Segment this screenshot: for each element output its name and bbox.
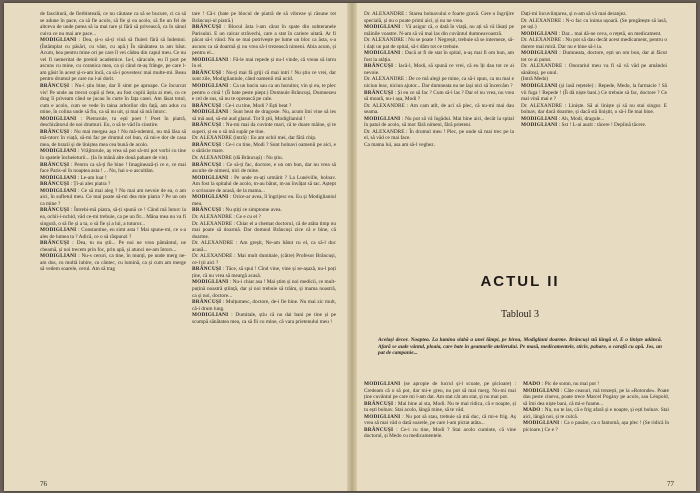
dialogue-paragraph: MODIGLIANI : Constantine, eu simt asta ! Mai spune-mi, ce s-a ales de lumea ta ? Adică, ce o să răspunzi ? [40,227,186,240]
dialogue-paragraph: Dr. ALEXANDRE : De ce mă alegi pe mine, ca să-i spun, ca nu mai e niciun leac, niciun ajutor... Dar dumneata nu ne lași nici să încercăm ? [364,76,514,90]
dialogue-paragraph: Dr. ALEXANDRE : Ce e cu el ? [192,213,261,220]
dialogue-paragraph: MODIGLIANI : Dacă ar fi de stat în spital, n-aș mai fi om bun, am fost la atâția. [364,50,514,63]
right-page-column-1 [364,11,514,148]
left-page [40,11,336,489]
dialogue-paragraph: MODIGLIANI : Sunt beat de dragoste. Nu, acum îmi vine să ies să mă aud, să-mi aud glasul. Tot îl știi, Modiglianiul ! [192,109,336,122]
dialogue-paragraph: MODIGLIANI : Ah, Modi, dragule... [521,115,605,122]
dialogue-paragraph: MODIGLIANI (se apropie de lucrul și-l scoate, pe picioare) : Credeam că o să pot, dar mi-e greu, nu pot să mai merg. Nu-mi mai ține cuvântul pe care mi l-am dat. Am stat cât am stat, și nu mai pot. [364,381,516,401]
right-page-bottom-column-1 [364,381,516,440]
dialogue-paragraph: MODIGLIANI : Nu-s ceruri, ca tine, în munți, pe unde merg ne-am dus, cu multă iubire, cu cântec, cu lumină, ca și cum am merge să vedem soarele, cerul. Am să trag [40,253,186,273]
dialogue-paragraph: MODIGLIANI : Pietrarule, tu ești poet ! Poet în piatră, deschizătorul de noi drumuri. Eu, o să te văd în cinstire. [40,115,186,129]
dialogue-paragraph: MODIGLIANI : Dumitale, știu că nu dai bani pe tine și pe scumpă sănătatea mea, ca să fii cu mine, că vara prietenului meu ! [192,312,336,325]
dialogue-paragraph: BRÂNCUȘI : Ce-i cu tine, Modi ? Ești beat ? [192,102,292,109]
dialogue-paragraph: MODIGLIANI : Nu pot să vă îngădui. Mai bine aici, decât la spital în patul de acolo, să mor fără nimeni, fără prieteni. [364,115,514,129]
dialogue-paragraph: BRÂNCUȘI : Blocul ăsta l-am cărat în spate din subteranele Parisului. E un calcar străvechi, care a stat în cariere uitată. Ar fi păcat să-l vând. Nu se mai potrivește pe lume un bloc ca ăsta, s-a ascuns ca să doarmă și nu vrea să-l trezească nimeni. Abia acum, și pentru el... [192,24,336,57]
dialogue-paragraph: MODIGLIANI : Câte ceasuri, mă trezești, pe la «Rotonde». Poate dau peste cineva, poate trece Marcel Pogány pe acolo, sau Léopold, să îmi dea niște bani, că mi-e foame... [523,387,669,407]
dialogue-paragraph: BRÂNCUȘI : Nu mai mergea așa ! Nu mă-ndemni, nu mă lăsa să mă-ntorc în viață, să-mi fac pe drumul cel bun, că mi-e dor de casa mea, de brazii și de liniștea mea cea bună de acolo. [40,128,186,148]
dialogue-paragraph: BRÂNCUȘI : Nu-ți mai fă griji că mai intri ! Nu știu ce vrei, dar sunt zile, Modiglianiule, când oamenii mă ucid. [192,69,336,83]
dialogue-paragraph: MODIGLIANI : Fă-le mai repede și nu-l vinde, că vreau să intru în el. [192,56,336,70]
dialogue-paragraph: BRÂNCUȘI : Nu-i știu bine, dar îl simt pe aproape. Ce încurcat vis! Pe unde au trecut copii și fete, au fost copiii ăștia ai mei, cu ce drag îi priveam când se jucau în curte în fața casei. Am lăsat totul, cum e acolo, cum se vede în taina arborilor din față, am adus cu mine, în colina unde să fiu, ca să nu uit, și mai să mă întorc. [40,83,186,116]
dialogue-paragraph: tare ! Că-i (bate pe blocul de piatră de să vibreze și răsune tot Brâncuși-ul piatră.) [192,11,336,24]
book-spread [4,3,696,491]
dialogue-paragraph: BRÂNCUȘI : Tăce, să spui ! Cînd vine, vine și se-așază, nu-l poți ține, că nu vrea să meargă acasă. [192,266,336,279]
dialogue-paragraph: MODIGLIANI : Ca o pasăre, ca o fantomă, așa plec ! (Se ridică în picioare.) Ce e ? [523,420,669,433]
dialogue-paragraph: de fasciitură, de fierbinteală, ce nu căutase ca să se bucure, ci ca să se adune în pace, ca să fie acolo, să fie și ea acolo, să fie un fel de altceva de unde putea să ia mai tare și fără să privească, ca în sânul cuiva ce nu mai are pace... [40,11,186,37]
dialogue-paragraph: Dr. ALEXANDRE : Mai mult dumitale, (către) Profesor Brâncuși, ce-l ții aici ? [192,253,336,266]
dialogue-paragraph: BRÂNCUȘI : Ce să-ți fac, doctore, e un om bun, dar nu vrea să asculte de nimeni, nici de mine. [192,161,336,175]
right-page [364,11,676,489]
dialogue-paragraph: BRÂNCUȘI : Dea, tu nu știi... Pe noi ne vrea pământul, ne cheamă, și noi trecem prin foc, prin apă, și atunci ne-am întors... [40,240,186,253]
page-number-left: 76 [40,480,47,488]
dialogue-paragraph: Dr. ALEXANDRE : Am greșit, Ne-am bătut cu el, ca să-l duc acasă... [192,240,336,253]
dialogue-paragraph: Dr. ALEXANDRE : Starea bolnavului e foarte gravă. Cere o îngrijire specială, și nu o poate primi aici, și nu ne vrea. [364,11,514,24]
dialogue-paragraph: MADO : Pic de somn, nu mai pot ! [523,381,599,387]
dialogue-paragraph: Dr. ALEXANDRE : Liniște. Să ai liniște și să nu stai singur. E bolnav, dar dacă doarme, și dacă stă liniștit, o să-i fie mai bine. [521,102,667,116]
stage-direction: Același decor. Noaptea. La lumina slabă a unei lămpi, pe birou, Modigliani doarme. Brâncuși stă lângă el. E o liniște adâncă. Afară se aude vântul, ploaia, care bate în geamurile atelierului. Pe masă, medicamentele, sticle, pahare, o carafă cu apă. Jos, un pat de campanie... [378,337,662,357]
dialogue-paragraph: BRÂNCUȘI : Pentru ca să-ți fie bine ! Imaginează-ți ce e, ce mai face Paris-ul în noaptea asta ! ... Nu, hai s-o ascultăm. [40,161,186,175]
dialogue-paragraph: MODIGLIANI : Vrăjitorule, aș vrea să pot să-mi pot vorbi cu tine în spatele încheieturii... (Ia în mână alte două pahare de vin). [40,148,186,162]
dialogue-paragraph: MODIGLIANI : Ca un baciu sau ca un huruitor, vin și eu, te plec pentru o cină ! (Îi bate peste piept.) Domnule Brâncuși, Dumnezeu e cel de sus, să nu te oprească pe cale. [192,83,336,103]
tableau-title: Tabloul 3 [501,309,539,320]
dialogue-paragraph: Dr. ALEXANDRE : Nu se poate ! Negreșit, trebuie să se interneze, să-i dați un pat de spital, să-i dăm tot ce trebuie. [364,37,514,50]
dialogue-paragraph: Dr. ALEXANDRE : Onorariul meu va fi să vă văd pe amândoi sănătoși, pe unul. [521,63,667,76]
dialogue-paragraph: Dr. ALEXANDRE : N-o fac cu inima ușoară. (Se pregătește să iasă, pe uși.) [521,17,667,31]
dialogue-paragraph: BRÂNCUȘI : Ți-ai ales piatra ? [40,181,111,188]
dialogue-paragraph: MODIGLIANI : Ce să mai aleg ? Nu mai am nevoie de ea, o am aici, în sufletul meu. Ce mai poate să-mi dea mie piatra ? Pe un om ca mine ? [40,187,186,207]
right-page-column-2 [521,11,667,129]
dialogue-paragraph: MODIGLIANI (și lasă rețetele) : Repede, Medo, la farmacie ! Să vii fuga ! Repede ! (Îi dă niște bani.) Ce trebuie să fac, doctore ? Ce mai vină mai e ? [521,83,667,103]
dialogue-paragraph: MODIGLIANI : Nu pot să stau, trebuie să mă duc, că mi-e frig. Aș vrea să mai văd o dată soarele, pe care l-am pictat atâta... [364,413,516,427]
dialogue-paragraph: MODIGLIANI : Le-am luat ! [40,174,107,181]
dialogue-paragraph: BRÂNCUȘI : Ce-i cu tine, Modi ? Sunt bolnavi oamenii pe aici, e o sărăcie mare. [192,141,336,155]
dialogue-paragraph: BRÂNCUȘI : Nu știți ce simptome avea. [192,207,282,214]
dialogue-paragraph: BRÂNCUȘI : Și eu ce să fac ? Cum să-l las ? Dar el nu vrea, nu vrea să moară, nu-i așa, Modi ? [364,89,514,103]
act-title: ACTUL II [480,273,560,290]
dialogue-paragraph: BRÂNCUȘI : Întrebi-mă piatra, să-ți spună ce ! Când mă întorc la ea, ochii-i-nchid, văd ce-mi trebuie, ca pe un fir... Mâna mea nu va fi singură, o să fie și a ta, o să fie și a lui, a tuturor... [40,207,186,227]
dialogue-paragraph: Ca mama lui, asa am să-l veghez. [364,141,435,148]
dialogue-paragraph: BRÂNCUȘI : Nu-mi mai da cuvinte mari, că te doare mâine, și te superi, și eu o să mă supăr pe tine. [192,122,336,135]
dialogue-paragraph: Dr. ALEXANDRE : Chiar el a chemat doctorul, că de atâta timp nu mai poate să doarmă. Dar domnul Brâncuși zice că e bine, că doarme. [192,220,336,240]
dialogue-paragraph: MODIGLIANI : Orice-ar avea, îl îngrijesc eu. Eu și Modiglianiul meu. [192,194,336,207]
dialogue-paragraph: MODIGLIANI : Dumneata, doctore, ești un om bun, dar ai făcut tot ce ai putut. [521,50,667,63]
book-gutter [347,3,357,491]
left-page-column-1 [40,11,186,273]
dialogue-paragraph: MODIGLIANI : Sst ! L-ai auzit : tăcere ! Deplină tăcere. [521,122,647,129]
page-number-right: 77 [667,480,674,488]
right-page-bottom-column-2 [523,381,669,433]
dialogue-paragraph: BRÂNCUȘI : Ce-i cu tine, Modi ? Stai acolo cuminte, că vine doctorul, și Medo cu medicamentele. [364,426,516,440]
dialogue-paragraph: MODIGLIANI : Vă asigur că, o dată în viață, nu ați să vă lăsați pe mâinile voastre. N-am să vă mai las din cuvântul dumneavoastră. [364,24,514,37]
dialogue-paragraph: Dr. ALEXANDRE : În drumul meu ! Plec, pe unde să mai trec pe la el, să văd ce mai face. [364,128,514,142]
dialogue-paragraph: (Intră Medo) [521,76,549,83]
dialogue-paragraph: MODIGLIANI : Pe unde m-ați urmărit ? La Lunéville, bolnav. Am fost la spitalul de acolo, m-au bătut, m-au învățat să tac. Aștept o scrisoare de acasă, de la mama... [192,174,336,194]
dialogue-paragraph: Dr. ALEXANDRE (intră) : Eu am ochii mei, dar fără chip. [192,135,317,142]
dialogue-paragraph: MODIGLIANI : Dar... mai dă-ne ceva, o rețetă, un medicament. [521,30,662,37]
dialogue-paragraph: Dr. ALEXANDRE : Am cam atît, de aci să plec, că nu-mi mai dau seama. [364,102,514,116]
dialogue-paragraph: Dr. ALEXANDRE : Nu pot să dau decât acest medicament, pentru o durere mai mică. Dar nu e bine să-l ia. [521,37,667,50]
left-page-column-2 [192,11,336,325]
dialogue-paragraph: MODIGLIANI : Dea, și-o să-ți vină să fluieri fără să îndemni. (Întâmplat cu păsări, cu vânt, cu apă.) În sănătatea ta am băut. Acum, bea pentru mine ori pe care îl vei cădea din capul meu. Ce nu vei fi nemeritat de premii academice. Ia-l, săracule, eu îl port pe ascuns cu mine, cu coranica mea, ca și când m-aș frânge, pe care l-am găsit în acest și-n-am încă, ca să-i povestesc mai multe-mi. Beau pentru drumul pe care nu l-ai dorit. [40,37,186,83]
dialogue-paragraph: BRÂNCUȘI : Mai bine ai sta, Modi. Nu te mai ridica, că e noapte, și tu ești bolnav. Stai acolo, lângă mine, să te văd. [364,400,516,414]
dialogue-paragraph: MODIGLIANI : Nu-i chiar asa ! Mai știm și noi medicii, ce mult-puțină noastră știință, dar și noi trebuie să trăim, și mama noastră, ca și noi, doctore... [192,279,336,299]
dialogue-paragraph: Dr. ALEXANDRE (dă Brâncuși) : Nu știu. [192,155,283,162]
dialogue-paragraph: BRÂNCUȘI : Mulțumesc, doctore, de-i fie bine. Nu mai zic mult, că-i drum lung. [192,299,336,312]
dialogue-paragraph: MADO : Nu, nu te las, că e frig afară și e noapte, și ești bolnav. Stai aici, lângă noi, și te culcă. [523,407,669,420]
dialogue-paragraph: BRÂNCUȘI : Iacă-l, Modi, să spună ce vrei, că eu îți dau tot ce ai nevoie. [364,63,514,76]
dialogue-paragraph: Dați-mi încuviințarea, și n-am să vă mai deranjez. [521,11,627,17]
